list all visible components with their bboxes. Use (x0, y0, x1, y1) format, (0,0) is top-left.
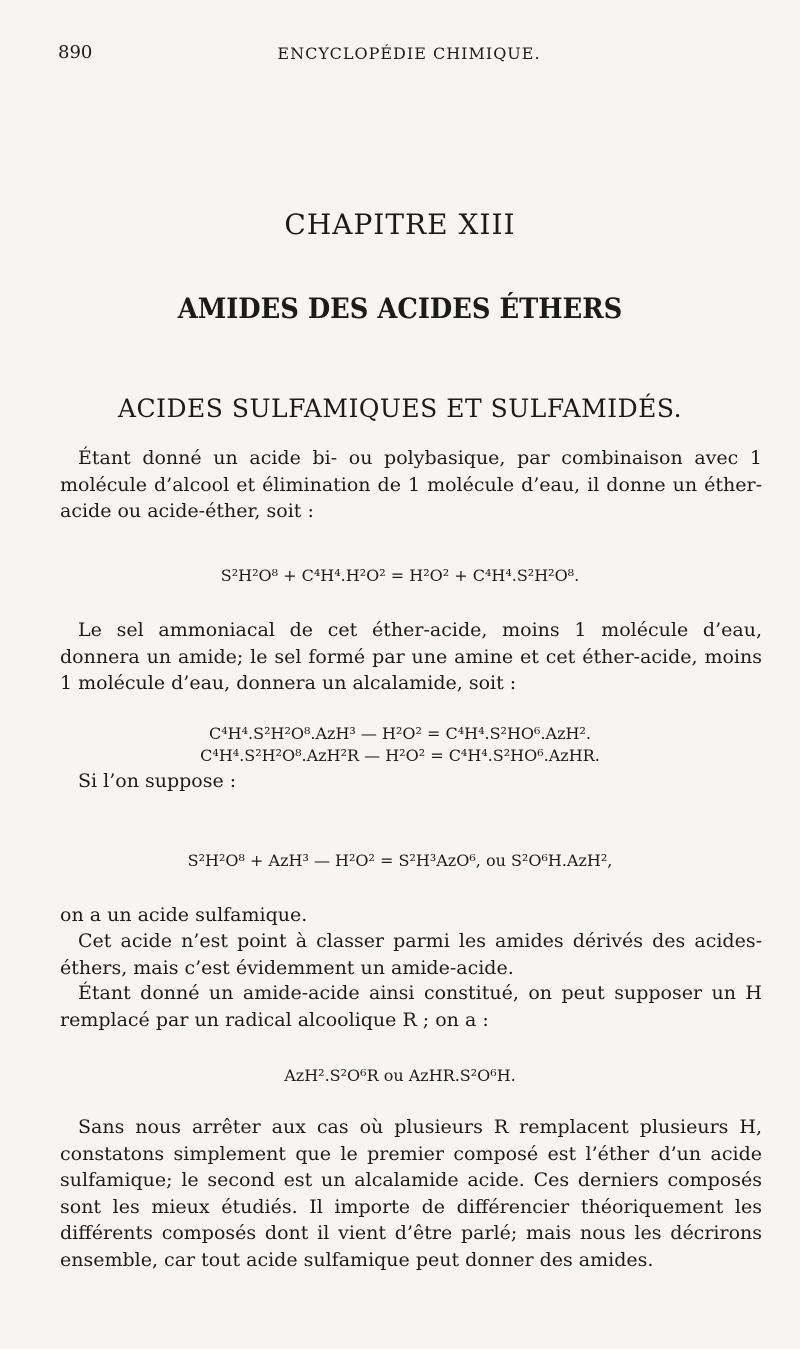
running-title: ENCYCLOPÉDIE CHIMIQUE. (277, 44, 541, 63)
formula-5: AzH².S²O⁶R ou AzHR.S²O⁶H. (284, 1066, 516, 1085)
chapter-title: AMIDES DES ACIDES ÉTHERS (177, 292, 623, 325)
formula-3: C⁴H⁴.S²H²O⁸.AzH²R — H²O² = C⁴H⁴.S²HO⁶.AzHR. (200, 746, 600, 765)
paragraph-3: Si l’on suppose : (78, 770, 237, 792)
formula-2: C⁴H⁴.S²H²O⁸.AzH³ — H²O² = C⁴H⁴.S²HO⁶.AzH². (209, 724, 591, 743)
page-header (58, 42, 760, 66)
formula-4: S²H²O⁸ + AzH³ — H²O² = S²H³AzO⁶, ou S²O⁶H.AzH², (187, 851, 613, 870)
section-title: ACIDES SULFAMIQUES ET SULFAMIDÉS. (117, 394, 683, 423)
paragraph-6: Étant donné un amide-acide ainsi constitué, on peut supposer un H remplacé par un radical alcoolique R ; on a : (60, 982, 762, 1031)
paragraph-2: Le sel ammoniacal de cet éther-acide, moins 1 molécule d’eau, donnera un amide; le sel formé par une amine et cet éther-acide, moins 1 molécule d’eau, donnera un alcalamide, soit : (60, 619, 762, 694)
paragraph-4: on a un acide sulfamique. (60, 904, 308, 926)
page-number: 890 (58, 42, 93, 63)
paragraph-5: Cet acide n’est point à classer parmi les amides dérivés des acides-éthers, mais c’est évidemment un amide-acide. (60, 930, 762, 979)
chapter-number: CHAPITRE XIII (284, 208, 516, 241)
paragraph-1: Étant donné un acide bi- ou polybasique, par combinaison avec 1 molécule d’alcool et élimination de 1 molécule d’eau, il donne un éther-acide ou acide-éther, soit : (60, 447, 762, 522)
formula-1: S²H²O⁸ + C⁴H⁴.H²O² = H²O² + C⁴H⁴.S²H²O⁸. (220, 566, 580, 585)
paragraph-7: Sans nous arrêter aux cas où plusieurs R remplacent plusieurs H, constatons simplement que le premier composé est l’éther d’un acide sulfamique; le second est un alcalamide acide. Ces derniers composés sont les mieux étudiés. Il importe de différencier théoriquement les différents composés dont il vient d’être parlé; mais nous les décrirons ensemble, car tout acide sulfamique peut donner des amides. (60, 1116, 762, 1271)
